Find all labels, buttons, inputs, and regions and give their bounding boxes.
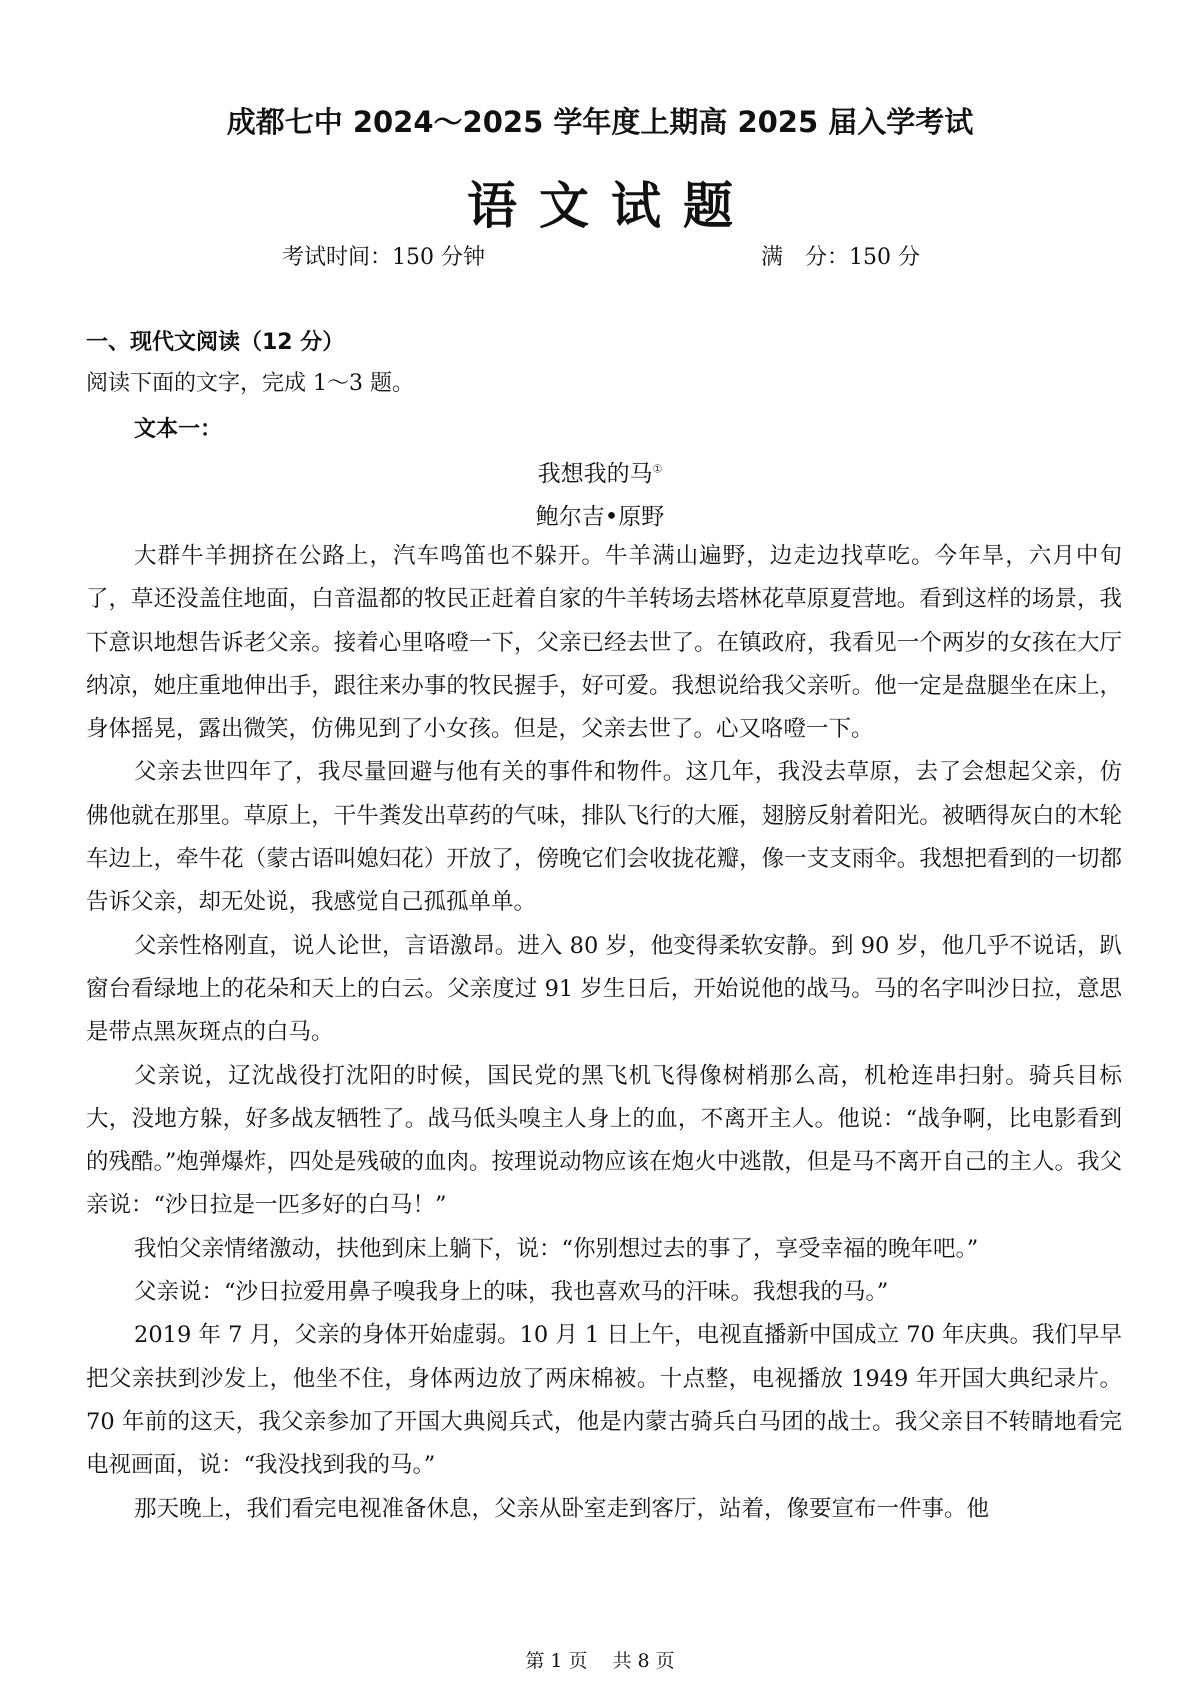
article-paragraph: 父亲说：“沙日拉爱用鼻子嗅我身上的味，我也喜欢马的汗味。我想我的马。” <box>134 1279 889 1306</box>
article-author: 鲍尔吉•原野 <box>535 504 665 530</box>
exam-time: 考试时间：150 分钟 <box>282 245 485 270</box>
section-heading: 一、现代文阅读（12 分） <box>86 330 345 355</box>
school-title: 成都七中 2024～2025 学年度上期高 2025 届入学考试 <box>226 105 974 139</box>
article-paragraph: 2019 年 7 月，父亲的身体开始虚弱。10 月 1 日上午，电视直播新中国成立 70 年庆典。我们早早把父亲扶到沙发上，他坐不住，身体两边放了两床棉被。十点整，电视播放 1949 年开国大典纪录片。70 年前的这天，我父亲参加了开国大典阅兵式，他是内蒙古骑兵白马团的战士。我父亲目不转睛地看完电视画面，说：“我没找到我的马。” <box>86 1322 1122 1479</box>
article-paragraph: 我怕父亲情绪激动，扶他到床上躺下，说：“你别想过去的事了，享受幸福的晚年吧。” <box>134 1235 979 1262</box>
full-score: 满 分：150 分 <box>761 245 920 270</box>
article-paragraph: 大群牛羊拥挤在公路上，汽车鸣笛也不躲开。牛羊满山遍野，边走边找草吃。今年旱，六月中旬了，草还没盖住地面，白音温都的牧民正赶着自家的牛羊转场去塔林花草原夏营地。看到这样的场景，我下意识地想告诉老父亲。接着心里咯噔一下，父亲已经去世了。在镇政府，我看见一个两岁的女孩在大厅纳凉，她庄重地伸出手，跟往来办事的牧民握手，好可爱。我想说给我父亲听。他一定是盘腿坐在床上，身体摇晃，露出微笑，仿佛见到了小女孩。但是，父亲去世了。心又咯噔一下。 <box>86 543 1122 743</box>
article-title: 我想我的马 <box>537 461 653 487</box>
page-number: 第 1 页 共 8 页 <box>525 1650 675 1672</box>
section-instruction: 阅读下面的文字，完成 1～3 题。 <box>86 371 414 396</box>
article-title-line <box>0 455 1200 488</box>
article-body <box>86 535 1122 1531</box>
main-title: 语文试题 <box>467 177 755 235</box>
article-paragraph: 那天晚上，我们看完电视准备休息，父亲从卧室走到客厅，站着，像要宣布一件事。他 <box>134 1495 990 1522</box>
article-paragraph: 父亲性格刚直，说人论世，言语激昂。进入 80 岁，他变得柔软安静。到 90 岁，他几乎不说话，趴窗台看绿地上的花朵和天上的白云。父亲度过 91 岁生日后，开始说他的战马。马的名字叫沙日拉，意思是带点黑灰斑点的白马。 <box>86 932 1122 1046</box>
footnote-mark: ① <box>652 462 663 476</box>
article-paragraph: 父亲去世四年了，我尽量回避与他有关的事件和物件。这几年，我没去草原，去了会想起父亲，仿佛他就在那里。草原上，干牛粪发出草药的气味，排队飞行的大雁，翅膀反射着阳光。被晒得灰白的木轮车边上，牵牛花（蒙古语叫媳妇花）开放了，傍晚它们会收拢花瓣，像一支支雨伞。我想把看到的一切都告诉父亲，却无处说，我感觉自己孤孤单单。 <box>86 759 1122 916</box>
text-label: 文本一： <box>134 417 223 442</box>
article-paragraph: 父亲说，辽沈战役打沈阳的时候，国民党的黑飞机飞得像树梢那么高，机枪连串扫射。骑兵目标大，没地方躲，好多战友牺牲了。战马低头嗅主人身上的血，不离开主人。他说：“战争啊，比电影看到的残酷。”炮弹爆炸，四处是残破的血肉。按理说动物应该在炮火中逃散，但是马不离开自己的主人。我父亲说：“沙日拉是一匹多好的白马！” <box>86 1062 1122 1219</box>
